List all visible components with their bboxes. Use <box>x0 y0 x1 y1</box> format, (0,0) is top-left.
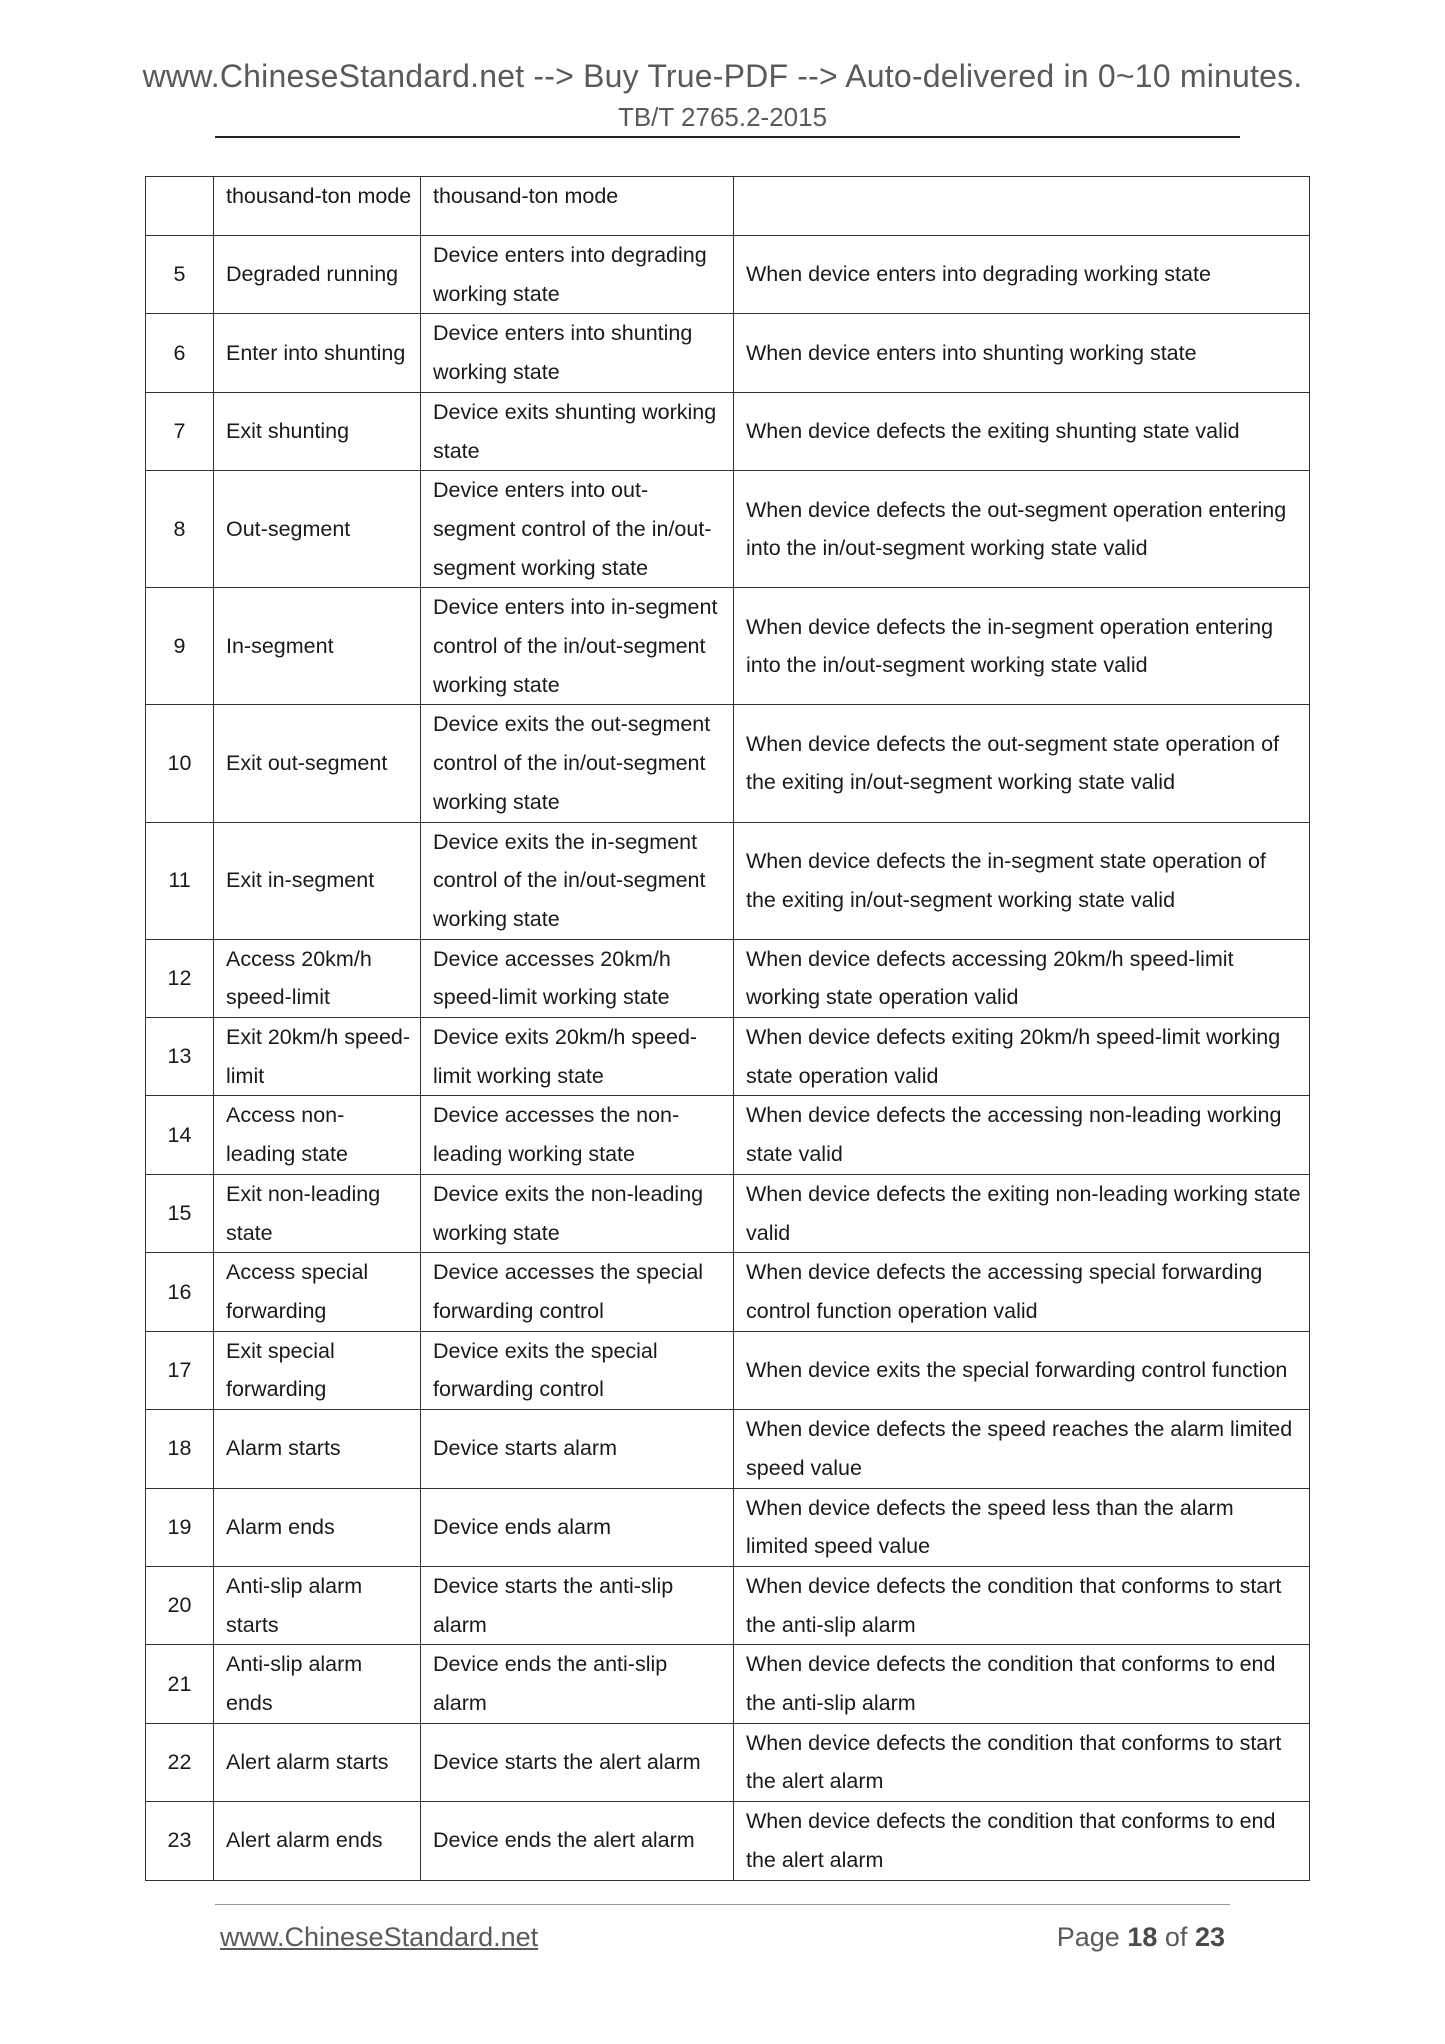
row-number-cell: 16 <box>146 1253 214 1331</box>
event-name-cell: Alarm ends <box>214 1488 421 1566</box>
table-row <box>146 1018 1310 1096</box>
header-banner: www.ChineseStandard.net --> Buy True-PDF --> Auto-delivered in 0~10 minutes. <box>142 58 1303 94</box>
event-description-cell: Device enters into shunting working state <box>421 314 734 392</box>
table-row <box>146 588 1310 705</box>
row-number-cell: 22 <box>146 1723 214 1801</box>
trigger-condition-cell: When device defects the accessing non-leading working state valid <box>734 1096 1310 1174</box>
row-number-cell: 21 <box>146 1645 214 1723</box>
event-description-cell: Device exits the special forwarding control <box>421 1331 734 1409</box>
row-number-cell: 14 <box>146 1096 214 1174</box>
row-number-cell: 13 <box>146 1018 214 1096</box>
event-description-cell: thousand-ton mode <box>421 177 734 236</box>
event-description-cell: Device starts the anti-slip alarm <box>421 1566 734 1644</box>
footer-divider <box>215 1904 1230 1905</box>
event-description-cell: Device exits 20km/h speed-limit working state <box>421 1018 734 1096</box>
table-row <box>146 1645 1310 1723</box>
event-description-cell: Device exits the in-segment control of the in/out-segment working state <box>421 822 734 939</box>
table-row <box>146 1566 1310 1644</box>
event-description-cell: Device enters into degrading working state <box>421 236 734 314</box>
row-number-cell: 17 <box>146 1331 214 1409</box>
event-description-cell: Device ends the alert alarm <box>421 1802 734 1880</box>
page-current: 18 <box>1127 1922 1158 1952</box>
table-row <box>146 1096 1310 1174</box>
event-table-body <box>146 177 1310 1881</box>
trigger-condition-cell: When device enters into degrading working state <box>734 236 1310 314</box>
trigger-condition-cell: When device defects the out-segment state operation of the exiting in/out-segment working state valid <box>734 705 1310 822</box>
event-description-cell: Device accesses 20km/h speed-limit working state <box>421 939 734 1017</box>
trigger-condition-cell: When device exits the special forwarding control function <box>734 1331 1310 1409</box>
table-row <box>146 1410 1310 1488</box>
trigger-condition-cell: When device defects the speed reaches the alarm limited speed value <box>734 1410 1310 1488</box>
event-name-cell: Exit out-segment <box>214 705 421 822</box>
table-row <box>146 1802 1310 1880</box>
event-description-cell: Device exits the non-leading working state <box>421 1174 734 1252</box>
trigger-condition-cell: When device defects the condition that conforms to start the alert alarm <box>734 1723 1310 1801</box>
trigger-condition-cell: When device defects the accessing special forwarding control function operation valid <box>734 1253 1310 1331</box>
page-total: 23 <box>1194 1922 1225 1952</box>
event-name-cell: Access non-leading state <box>214 1096 421 1174</box>
row-number-cell: 20 <box>146 1566 214 1644</box>
trigger-condition-cell: When device defects the condition that conforms to end the anti-slip alarm <box>734 1645 1310 1723</box>
page-header <box>0 56 1445 134</box>
row-number-cell: 10 <box>146 705 214 822</box>
page-prefix: Page <box>1056 1922 1120 1952</box>
event-description-cell: Device exits the out-segment control of the in/out-segment working state <box>421 705 734 822</box>
row-number-cell <box>146 177 214 236</box>
table-row <box>146 236 1310 314</box>
table-row <box>146 314 1310 392</box>
event-description-cell: Device accesses the special forwarding control <box>421 1253 734 1331</box>
table-row <box>146 1253 1310 1331</box>
event-name-cell: In-segment <box>214 588 421 705</box>
row-number-cell: 23 <box>146 1802 214 1880</box>
table-row <box>146 822 1310 939</box>
event-name-cell: Alarm starts <box>214 1410 421 1488</box>
event-name-cell: thousand-ton mode <box>214 177 421 236</box>
trigger-condition-cell: When device defects the exiting shunting state valid <box>734 392 1310 470</box>
table-row <box>146 1723 1310 1801</box>
trigger-condition-cell: When device enters into shunting working state <box>734 314 1310 392</box>
row-number-cell: 19 <box>146 1488 214 1566</box>
footer-site-link[interactable]: www.ChineseStandard.net <box>220 1922 539 1952</box>
row-number-cell: 18 <box>146 1410 214 1488</box>
event-name-cell: Exit shunting <box>214 392 421 470</box>
event-name-cell: Exit non-leading state <box>214 1174 421 1252</box>
event-name-cell: Degraded running <box>214 236 421 314</box>
trigger-condition-cell: When device defects exiting 20km/h speed-limit working state operation valid <box>734 1018 1310 1096</box>
event-description-cell: Device starts the alert alarm <box>421 1723 734 1801</box>
table-row <box>146 177 1310 236</box>
event-name-cell: Exit 20km/h speed-limit <box>214 1018 421 1096</box>
row-number-cell: 8 <box>146 471 214 588</box>
row-number-cell: 7 <box>146 392 214 470</box>
trigger-condition-cell: When device defects the out-segment operation entering into the in/out-segment working state valid <box>734 471 1310 588</box>
row-number-cell: 15 <box>146 1174 214 1252</box>
trigger-condition-cell: When device defects the in-segment operation entering into the in/out-segment working state valid <box>734 588 1310 705</box>
table-row <box>146 1488 1310 1566</box>
table-row <box>146 471 1310 588</box>
header-divider <box>215 136 1240 138</box>
event-name-cell: Exit in-segment <box>214 822 421 939</box>
event-description-cell: Device exits shunting working state <box>421 392 734 470</box>
event-description-cell: Device accesses the non-leading working state <box>421 1096 734 1174</box>
event-name-cell: Anti-slip alarm ends <box>214 1645 421 1723</box>
table-row <box>146 1174 1310 1252</box>
trigger-condition-cell: When device defects the condition that conforms to end the alert alarm <box>734 1802 1310 1880</box>
event-description-cell: Device enters into out-segment control of the in/out-segment working state <box>421 471 734 588</box>
trigger-condition-cell: When device defects the speed less than the alarm limited speed value <box>734 1488 1310 1566</box>
trigger-condition-cell <box>734 177 1310 236</box>
event-name-cell: Enter into shunting <box>214 314 421 392</box>
event-name-cell: Alert alarm starts <box>214 1723 421 1801</box>
event-name-cell: Anti-slip alarm starts <box>214 1566 421 1644</box>
row-number-cell: 11 <box>146 822 214 939</box>
table-row <box>146 705 1310 822</box>
page-of: of <box>1164 1922 1188 1952</box>
event-description-cell: Device ends the anti-slip alarm <box>421 1645 734 1723</box>
event-name-cell: Access 20km/h speed-limit <box>214 939 421 1017</box>
row-number-cell: 5 <box>146 236 214 314</box>
trigger-condition-cell: When device defects accessing 20km/h speed-limit working state operation valid <box>734 939 1310 1017</box>
page-indicator <box>1057 1922 1225 1953</box>
table-row <box>146 1331 1310 1409</box>
table-row <box>146 939 1310 1017</box>
document-id: TB/T 2765.2-2015 <box>617 102 828 132</box>
event-name-cell: Alert alarm ends <box>214 1802 421 1880</box>
trigger-condition-cell: When device defects the exiting non-leading working state valid <box>734 1174 1310 1252</box>
event-name-cell: Exit special forwarding <box>214 1331 421 1409</box>
event-table-container <box>145 176 1309 1881</box>
event-description-cell: Device ends alarm <box>421 1488 734 1566</box>
event-name-cell: Out-segment <box>214 471 421 588</box>
table-row <box>146 392 1310 470</box>
event-description-cell: Device enters into in-segment control of the in/out-segment working state <box>421 588 734 705</box>
row-number-cell: 6 <box>146 314 214 392</box>
trigger-condition-cell: When device defects the in-segment state operation of the exiting in/out-segment working state valid <box>734 822 1310 939</box>
event-table <box>145 176 1310 1881</box>
row-number-cell: 9 <box>146 588 214 705</box>
event-name-cell: Access special forwarding <box>214 1253 421 1331</box>
row-number-cell: 12 <box>146 939 214 1017</box>
event-description-cell: Device starts alarm <box>421 1410 734 1488</box>
trigger-condition-cell: When device defects the condition that conforms to start the anti-slip alarm <box>734 1566 1310 1644</box>
